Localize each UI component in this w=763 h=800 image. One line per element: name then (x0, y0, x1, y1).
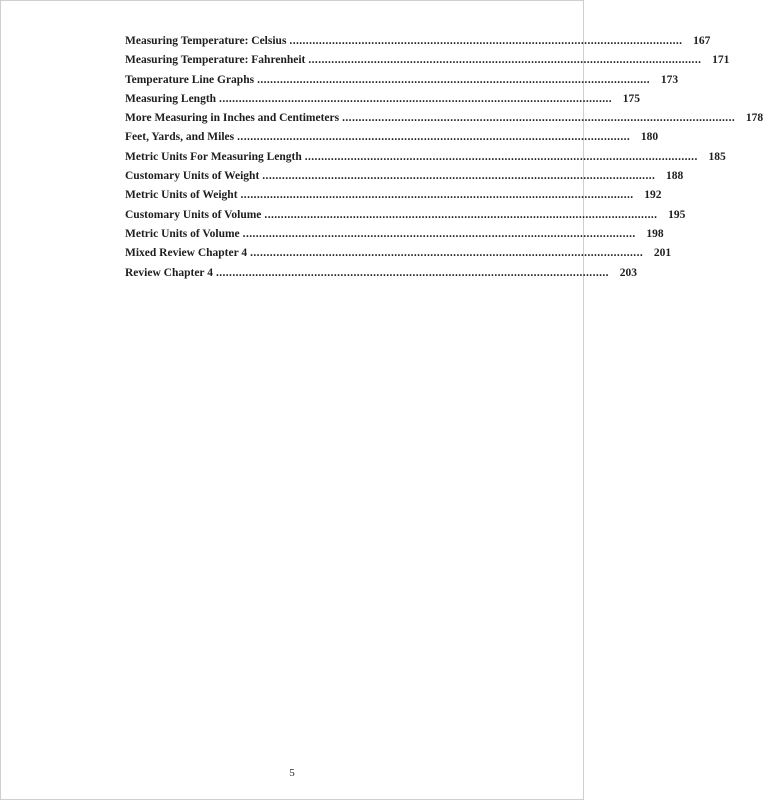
dot-leader: ........................................................................................................................ (237, 131, 631, 144)
toc-entry-page: 178 (745, 112, 763, 125)
toc-entry-temperature-line-graphs (125, 73, 679, 93)
toc-entry-title: Measuring Temperature: Fahrenheit (125, 54, 306, 67)
dot-leader: ........................................................................................................................ (257, 73, 651, 86)
toc-entry-page: 198 (646, 227, 664, 240)
toc-entry-page: 188 (666, 170, 684, 183)
dot-leader: ........................................................................................................................ (308, 54, 702, 67)
table-of-contents (125, 35, 763, 286)
toc-entry-page: 175 (622, 92, 641, 105)
toc-entry-title: Measuring Length (125, 92, 217, 105)
toc-entry-customary-volume (125, 208, 686, 228)
toc-entry-mixed-review (125, 247, 672, 266)
toc-entry-celsius (125, 35, 711, 54)
toc-entry-page: 180 (640, 131, 659, 144)
toc-entry-inches-centimeters (125, 112, 763, 131)
toc-entry-fahrenheit (125, 54, 730, 73)
toc-entry-page: 171 (712, 54, 730, 67)
toc-entry-title: Mixed Review Chapter 4 (125, 247, 248, 260)
dot-leader: ........................................................................................................................ (250, 247, 644, 260)
toc-entry-measuring-length (125, 92, 641, 112)
toc-entry-metric-weight (125, 189, 662, 208)
toc-entry-title: Customary Units of Weight (125, 170, 260, 183)
dot-leader: ........................................................................................................................ (242, 227, 636, 240)
toc-entry-page: 201 (653, 247, 672, 260)
dot-leader: ........................................................................................................................ (289, 35, 683, 47)
toc-entry-page: 185 (708, 150, 726, 163)
toc-entry-page: 167 (693, 35, 711, 47)
toc-entry-page: 195 (668, 208, 686, 221)
toc-entry-feet-yards-miles (125, 131, 659, 150)
dot-leader: ........................................................................................................................ (262, 170, 656, 183)
dot-leader: ........................................................................................................................ (240, 189, 634, 202)
toc-entry-metric-length (125, 150, 726, 170)
toc-entry-customary-weight (125, 170, 684, 189)
toc-entry-title: Metric Units of Volume (125, 227, 240, 240)
page-number: 5 (289, 767, 295, 779)
toc-entry-review (125, 266, 637, 286)
dot-leader: ........................................................................................................................ (264, 208, 658, 221)
toc-entry-title: Metric Units For Measuring Length (125, 150, 302, 163)
toc-entry-page: 173 (660, 73, 679, 86)
dot-leader: ........................................................................................................................ (219, 92, 613, 105)
toc-entry-title: Metric Units of Weight (125, 189, 238, 202)
toc-entry-metric-volume (125, 227, 664, 247)
toc-entry-title: Feet, Yards, and Miles (125, 131, 235, 144)
dot-leader: ........................................................................................................................ (304, 150, 698, 163)
dot-leader: ........................................................................................................................ (342, 112, 736, 125)
toc-entry-title: Customary Units of Volume (125, 208, 262, 221)
toc-entry-title: More Measuring in Inches and Centimeters (125, 112, 340, 125)
toc-entry-title: Review Chapter 4 (125, 266, 213, 279)
dot-leader: ........................................................................................................................ (215, 266, 609, 279)
toc-entry-title: Measuring Temperature: Celsius (125, 35, 287, 47)
toc-entry-page: 192 (644, 189, 662, 202)
toc-entry-page: 203 (619, 266, 637, 279)
toc-entry-title: Temperature Line Graphs (125, 73, 255, 86)
